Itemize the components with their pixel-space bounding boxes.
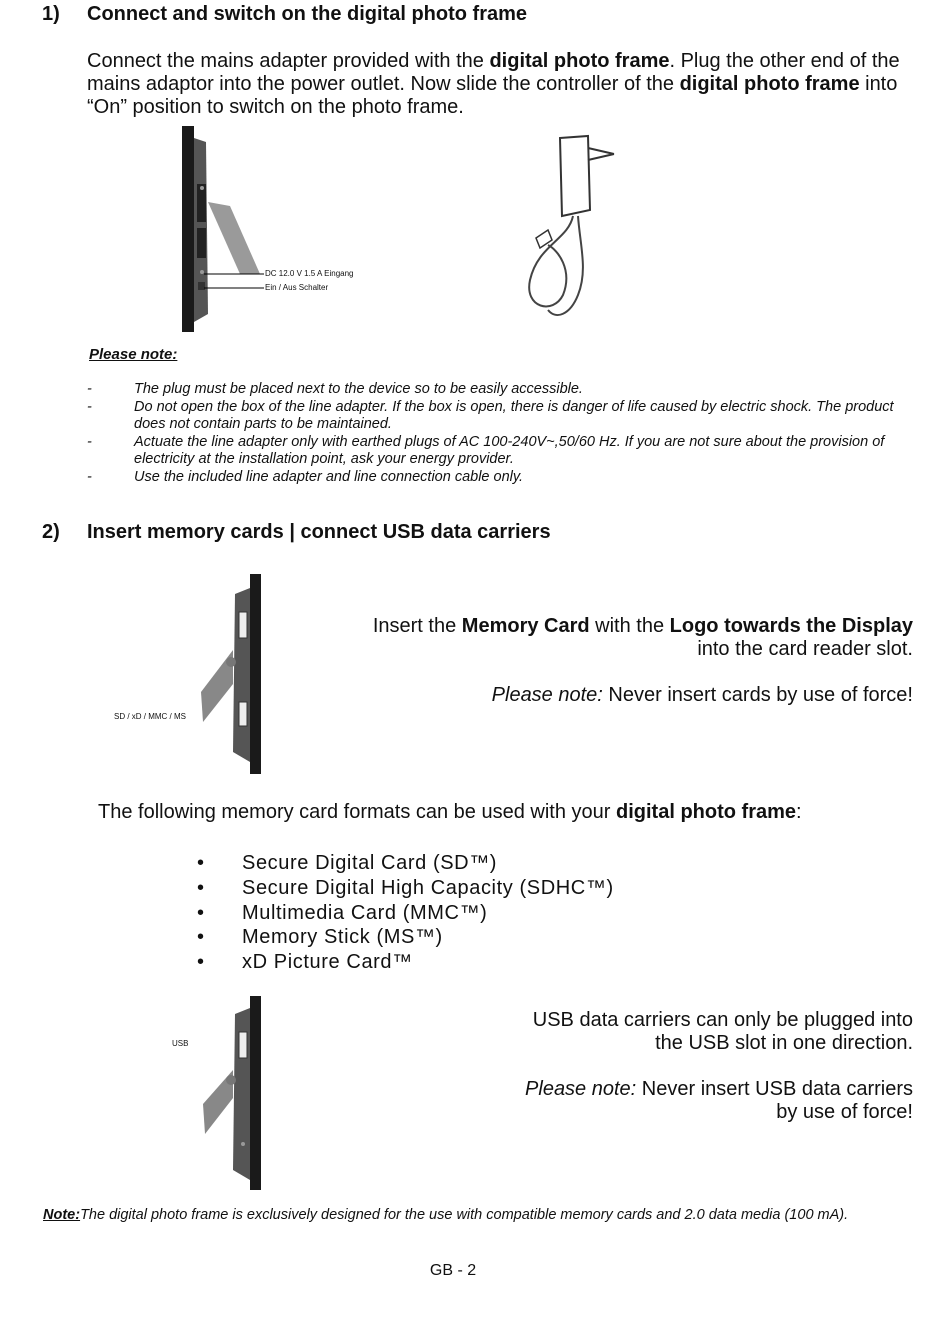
list-item: • Memory Stick (MS™) bbox=[197, 926, 443, 949]
usb-text bbox=[400, 1009, 913, 1124]
card-slot-figure bbox=[195, 572, 270, 778]
power-adapter-figure bbox=[518, 130, 633, 325]
section1-paragraph bbox=[87, 50, 913, 119]
notes-list bbox=[87, 381, 917, 486]
insert-line1 bbox=[300, 615, 913, 638]
format-text: Multimedia Card (MMC™) bbox=[242, 901, 488, 924]
list-item: • Secure Digital High Capacity (SDHC™) bbox=[197, 876, 614, 899]
para-text: Connect the mains adapter provided with the bbox=[87, 50, 490, 72]
para-text: into “On” position to switch on the photo frame. bbox=[87, 73, 898, 118]
note-item: - Actuate the line adapter only with earthed plugs of AC 100-240V~,50/60 Hz. If you are not sure about the provision of electricity at the installation point, ask your energy provider. bbox=[87, 433, 885, 467]
section1-title: Connect and switch on the digital photo frame bbox=[87, 3, 528, 25]
warning-label: Please note: bbox=[525, 1078, 637, 1100]
frame-switch bbox=[198, 282, 205, 290]
formats-intro bbox=[98, 801, 918, 824]
intro-bold: digital photo frame bbox=[616, 801, 796, 823]
insert-card-text bbox=[300, 615, 913, 707]
frame-slot bbox=[197, 228, 206, 258]
list-item: • Secure Digital Card (SD™) bbox=[197, 852, 498, 874]
list-item: • Multimedia Card (MMC™) bbox=[197, 901, 488, 924]
frame-edge bbox=[250, 574, 261, 774]
usb-warning-line1 bbox=[400, 1078, 913, 1101]
warning-label: Please note: bbox=[491, 684, 603, 706]
power-switch-label: Ein / Aus Schalter bbox=[265, 283, 329, 292]
card-slot-label: SD / xD / MMC / MS bbox=[114, 712, 186, 721]
note-text: Actuate the line adapter only with earthed plugs of AC 100-240V~,50/60 Hz. If you are not sure about the provision of electricity at the installation point, ask your energy provider. bbox=[134, 433, 885, 467]
frame-port bbox=[200, 270, 204, 274]
format-text: Secure Digital Card (SD™) bbox=[242, 852, 498, 874]
please-note-title: Please note: bbox=[89, 346, 178, 363]
note-item: - Use the included line adapter and line connection cable only. bbox=[87, 468, 524, 485]
format-text: Secure Digital High Capacity (SDHC™) bbox=[242, 876, 614, 899]
note-text: The plug must be placed next to the device so to be easily accessible. bbox=[134, 381, 583, 397]
slot bbox=[239, 612, 247, 638]
section1-heading bbox=[42, 3, 922, 27]
frame-edge bbox=[250, 996, 261, 1190]
format-text: xD Picture Card™ bbox=[242, 951, 413, 974]
page-number: GB - 2 bbox=[429, 1262, 477, 1279]
insert-warning bbox=[300, 684, 913, 707]
usb-slot-figure bbox=[195, 994, 270, 1194]
note-item: - Do not open the box of the line adapter. If the box is open, there is danger of life caused by electric shock. The product does not contain parts to be maintained. bbox=[87, 398, 894, 432]
para-text: . Plug the other end of the mains adaptor into the power outlet. Now slide the controller of the bbox=[87, 50, 900, 95]
note-text: Use the included line adapter and line connection cable only. bbox=[134, 468, 524, 485]
usb-warning-line2: by use of force! bbox=[776, 1101, 913, 1123]
section2-title: Insert memory cards | connect USB data carriers bbox=[87, 521, 551, 543]
stand-hinge bbox=[226, 1075, 236, 1085]
warning-text: Never insert USB data carriers bbox=[636, 1078, 913, 1100]
list-item: • xD Picture Card™ bbox=[197, 951, 413, 974]
frame-edge bbox=[182, 126, 194, 332]
usb-label: USB bbox=[172, 1039, 189, 1048]
note-text: Do not open the box of the line adapter. If the box is open, there is danger of life caused by electric shock. The product does not contain parts to be maintained. bbox=[134, 398, 894, 432]
frame-button bbox=[200, 186, 204, 190]
frame-stand bbox=[208, 202, 260, 274]
warning-text: Never insert cards by use of force! bbox=[602, 684, 913, 706]
section2-number: 2) bbox=[42, 521, 60, 543]
para-bold: digital photo frame bbox=[489, 50, 670, 72]
section1-number: 1) bbox=[42, 3, 60, 25]
usb-line2: the USB slot in one direction. bbox=[655, 1032, 913, 1054]
adapter-body bbox=[560, 136, 590, 216]
footer-note-text: The digital photo frame is exclusively designed for the use with compatible memory cards and 2.0 data media (100 mA). bbox=[80, 1207, 849, 1223]
footer-note bbox=[43, 1207, 943, 1223]
insert-text: with the bbox=[589, 615, 670, 637]
stand-hinge bbox=[226, 657, 236, 667]
footer-note-label: Note: bbox=[43, 1207, 81, 1223]
note-item: - The plug must be placed next to the device so to be easily accessible. bbox=[87, 381, 583, 397]
insert-text: Insert the bbox=[372, 615, 462, 637]
para-bold: digital photo frame bbox=[679, 73, 860, 95]
insert-bold: Memory Card bbox=[461, 615, 590, 637]
insert-bold: Logo towards the Display bbox=[669, 615, 913, 637]
intro-text: The following memory card formats can be used with your bbox=[98, 801, 616, 823]
adapter-cable bbox=[529, 216, 573, 306]
frame-port bbox=[241, 1142, 245, 1146]
format-text: Memory Stick (MS™) bbox=[242, 926, 443, 949]
section2-heading bbox=[42, 521, 922, 545]
usb-slot bbox=[239, 1032, 247, 1058]
intro-text: : bbox=[796, 801, 802, 823]
frame-side-figure bbox=[178, 124, 368, 336]
card-slot bbox=[239, 702, 247, 726]
insert-line2: into the card reader slot. bbox=[697, 638, 913, 660]
dc-input-label: DC 12.0 V 1.5 A Eingang bbox=[265, 269, 354, 278]
formats-list bbox=[197, 851, 797, 975]
usb-line1: USB data carriers can only be plugged into bbox=[532, 1009, 913, 1031]
adapter-plug bbox=[588, 148, 614, 160]
